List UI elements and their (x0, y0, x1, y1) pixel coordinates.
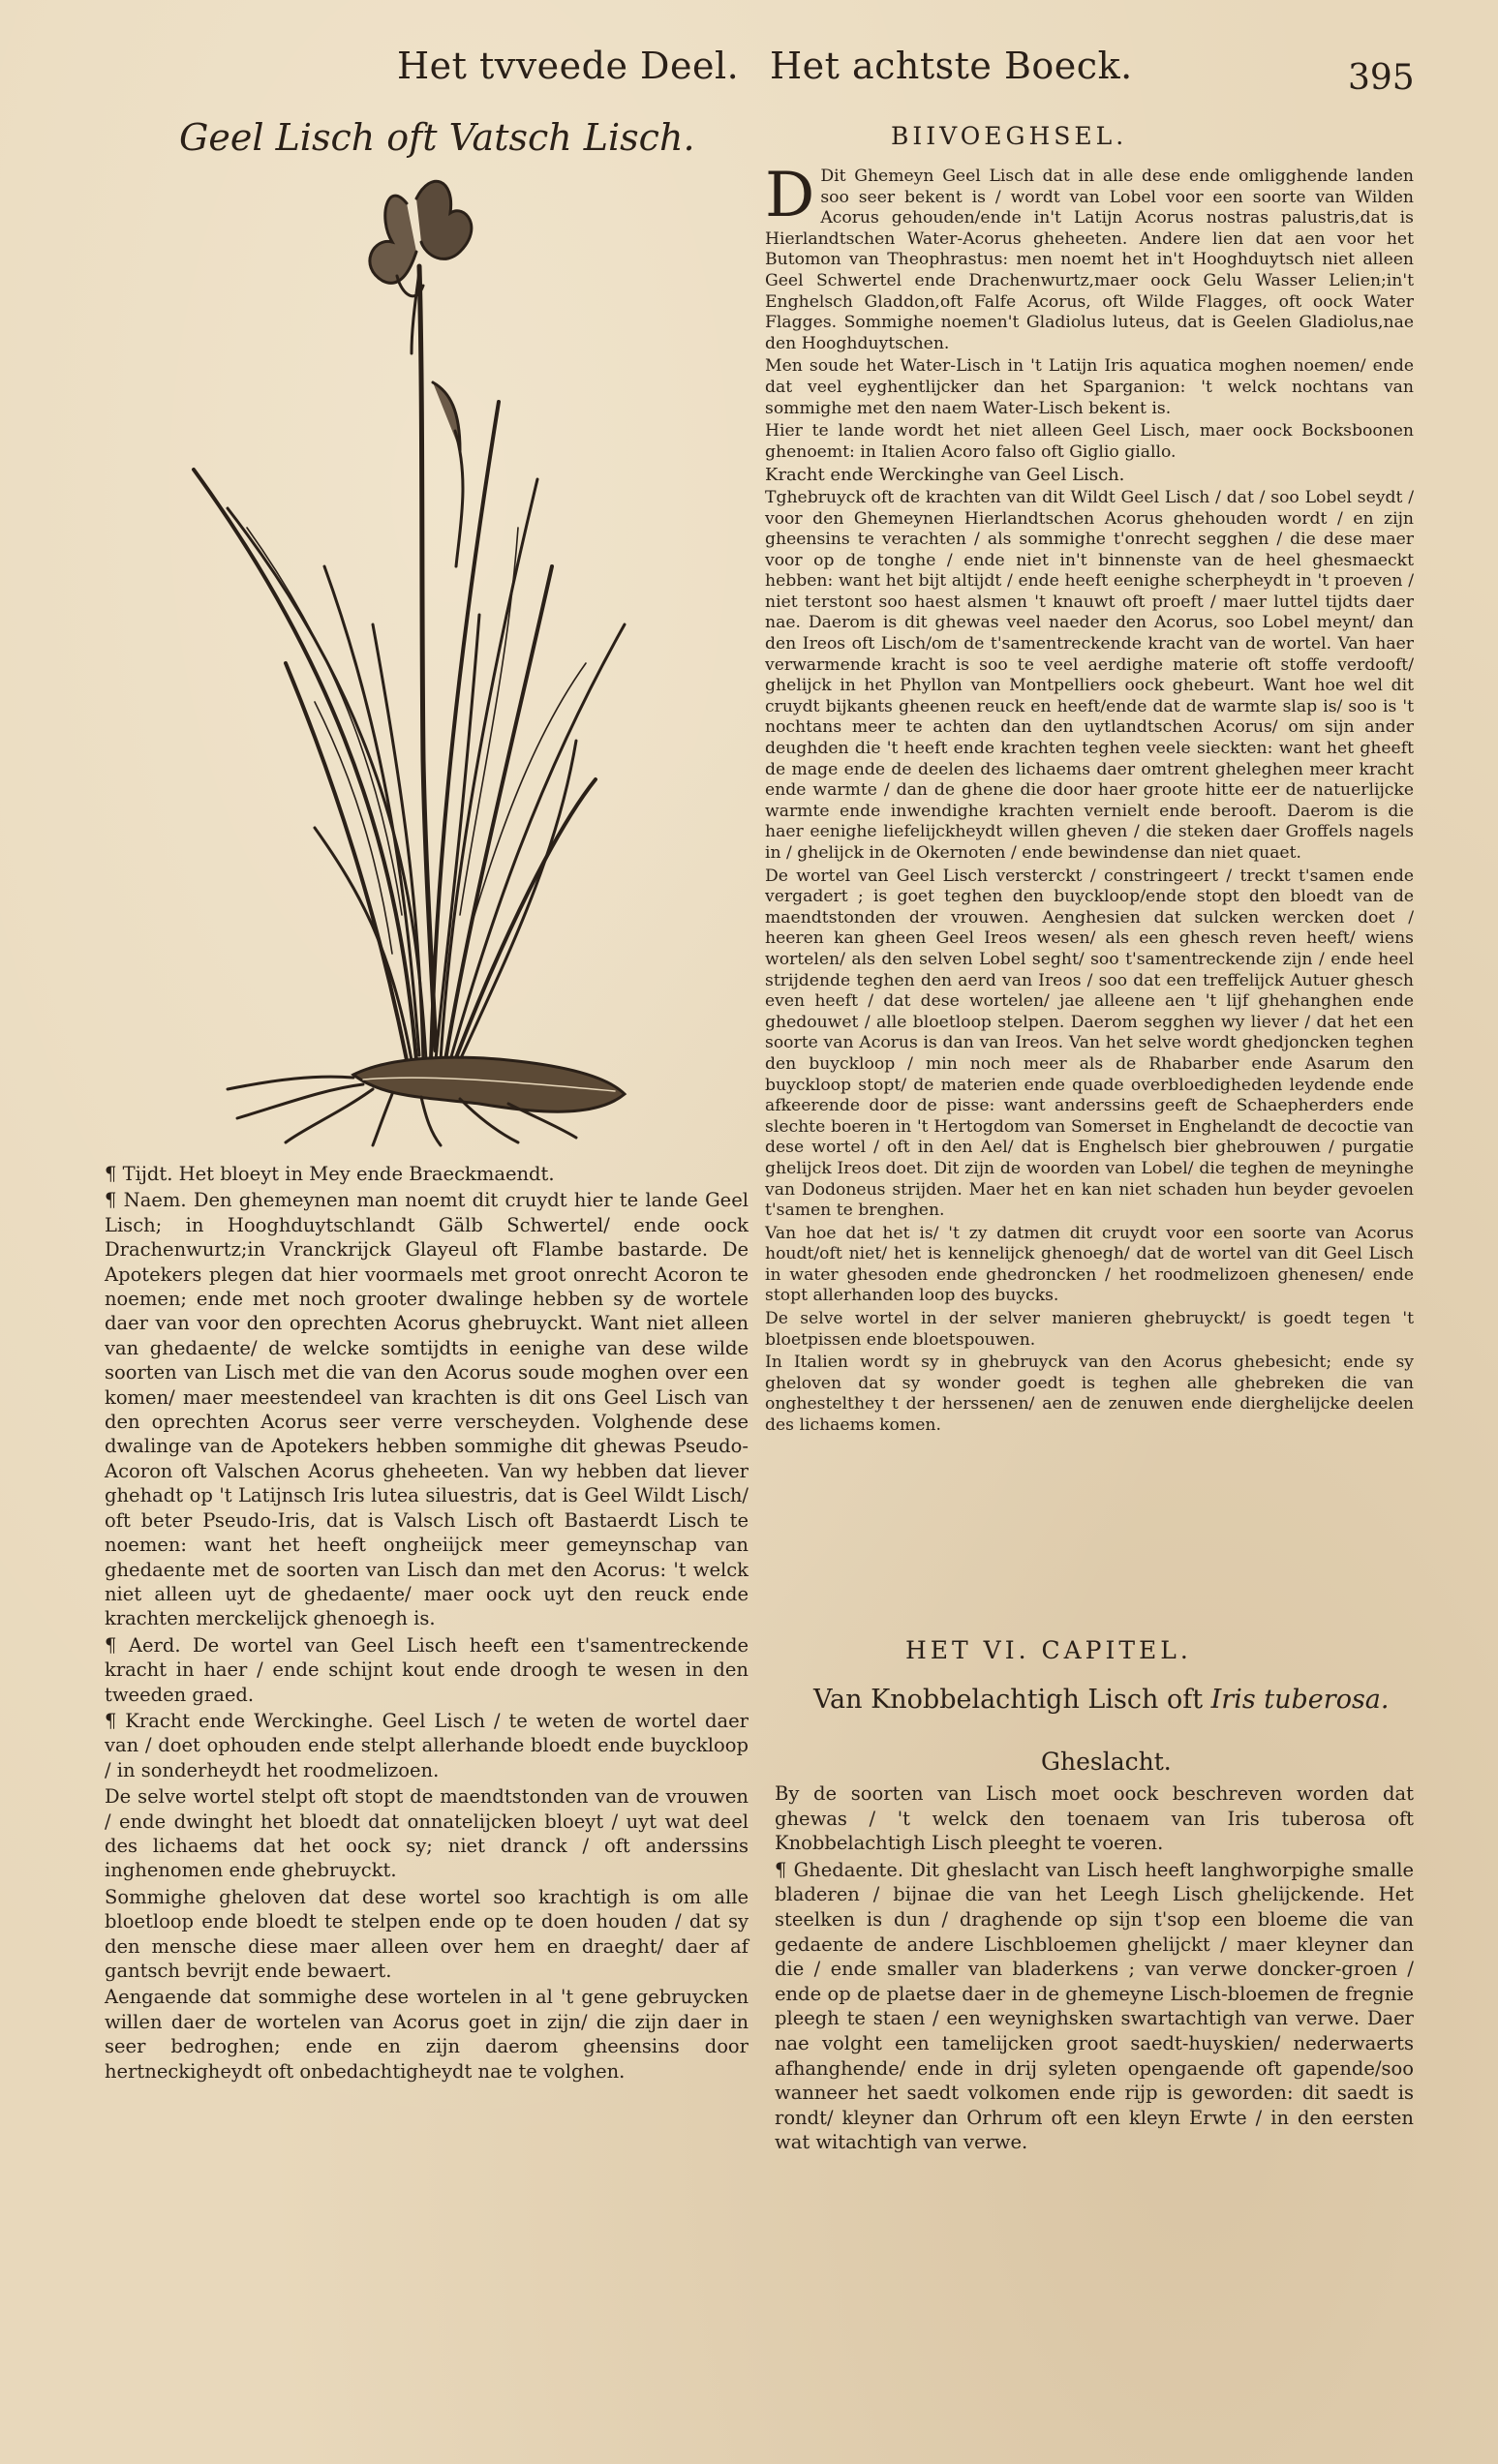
paragraph-gebruyck: Tghebruyck oft de krachten van dit Wildt Geel Lisch / dat / soo Lobel seydt / voor den Ghemeynen Hierlandtschen Acorus ghehouden wordt / en zijn gheensins te verachten / als sommighe t'onrecht segghen / die dese maer voor op de tonghe / ende niet in't binnenste van de heel ghesmaeckt hebben: want het bijt altijdt / ende heeft eenighe scherpheydt in 't proeven / niet terstont soo haest alsmen 't knauwt oft proeft / maer luttel tijdts daer nae. Daerom is dit ghewas veel naeder den Acorus, soo Lobel meynt/ dan den Ireos oft Lisch/om de t'samentreckende kracht van de wortel. Van haer verwarmende kracht is soo te veel aerdighe materie oft stoffe verdooft/ ghelijck in het Phyllon van Montpelliers oock ghebeurt. Want hoe wel dit cruydt bijkants gheenen reuck en heeft/ende dat de warmte slap is/ soo is 't nochtans meer te achten dan den uytlandtschen Acorus/ om sijn ander deughden die 't heeft ende krachten teghen veele sieckten: want het gheeft de mage ende de deelen des lichaems daer omtrent gheleghen meer kracht ende warmte / dan de ghene die door haer groote hitte eer de natuerlijcke warmte ende inwendighe krachten vernielt ende berooft. Daerom is die haer eenighe liefelijckheydt willen gheven / die steken daer Groffels nagels in / ghelijck in de Okernoten / ende bewindense dan niet quaet. (765, 487, 1414, 863)
section-heading-bijvoeghsel: BIIVOEGHSEL. (891, 122, 1128, 150)
page-number: 395 (1348, 58, 1415, 98)
inline-subheading-kracht: Kracht ende Werckinghe van Geel Lisch. (765, 465, 1125, 486)
paragraph-naem: ¶ Naem. Den ghemeynen man noemt dit cruydt hier te lande Geel Lisch; in Hooghduytschlandt Gälb Schwertel/ ende oock Drachenwurtz;in Vranckrijck Glayeul oft Flambe bastarde. De Apotekers plegen dat hier voormaels met groot onrecht Acoron te noemen; ende met noch grooter dwalinge hebben sy de wortele daer van voor den oprechten Acorus ghebruyckt. Want niet alleen van ghedaente/ de welcke somtijdts in eenighe van dese wilde soorten van Lisch met die van den Acorus soude moghen over een komen/ maer meestendeel van krachten is dit ons Geel Lisch van den oprechten Acorus seer verre verscheyden. Volghende dese dwalinge van de Apotekers hebben sommighe dit ghewas Pseudo-Acoron oft Valschen Acorus gheheeten. Van wy hebben dat liever ghehadt op 't Latijnsch Iris lutea siluestris, dat is Geel Wildt Lisch/ oft beter Pseudo-Iris, dat is Valsch Lisch oft Bastaerdt Lisch te noemen: want het heeft ongheiijck meer gemeynschap van ghedaente met de soorten van Lisch dan met den Acorus: 't welck niet alleen uyt de ghedaente/ maer oock uyt den reuck ende krachten merckelijck ghenoegh is. (105, 1189, 749, 1630)
paragraph-italien: In Italien wordt sy in ghebruyck van den Acorus ghebesicht; ende sy gheloven dat sy wonder goedt is teghen alle ghebreken die van onghestelthey t der herssenen/ aen de zenuwen ende dierghelijcke deelen des lichaems komen. (765, 1353, 1414, 1436)
illustration-title: Geel Lisch oft Vatsch Lisch. (179, 116, 695, 159)
drop-cap-d: D (765, 160, 815, 231)
running-header-right: Het achtste Boeck. (770, 45, 1133, 87)
paragraph-aengaende: Aengaende dat sommighe dese wortelen in al 't gene gebruycken willen daer de wortelen van Acorus goet in zijn/ die zijn daer in seer bedroghen; ende en zijn daerom gheensins door hertneckigheydt oft onbedachtigheydt nae te volghen. (105, 1986, 749, 2083)
left-column-text (105, 1162, 749, 2085)
right-column-chapter-text (775, 1781, 1414, 2157)
chapter-title-latin: Iris tuberosa. (1210, 1685, 1390, 1715)
paragraph-hoe-dat: Van hoe dat het is/ 't zy datmen dit cruydt voor een soorte van Acorus houdt/oft niet/ het is kennelijck ghenoegh/ dat de wortel van dit Geel Lisch in water ghesoden ende ghedroncken / het roodmelizoen ghenesen/ ende stopt allerhanden loop des buycks. (765, 1223, 1414, 1306)
chapter-title (813, 1685, 1390, 1715)
paragraph-stelpt: De selve wortel stelpt oft stopt de maendtstonden van de vrouwen / ende dwinght het bloedt dat onnatelijcken bloeyt / uyt wat deel des lichaems dat het oock sy; niet dranck / oft anderssins inghenomen ende ghebruyckt. (105, 1785, 749, 1882)
paragraph-sommighe: Sommighe gheloven dat dese wortel soo krachtigh is om alle bloetloop ende bloedt te stelpen ende op te doen houden / dat sy den mensche diese maer alleen over hem en draeght/ daer af gantsch bevrijt ende bewaert. (105, 1885, 749, 1982)
paragraph-water-lisch: Men soude het Water-Lisch in 't Latijn Iris aquatica moghen noemen/ ende dat veel eyghentlijcker dan het Sparganion: 't welck nochtans van sommighe met den naem Water-Lisch bekent is. (765, 356, 1414, 418)
chapter-heading: HET VI. CAPITEL. (905, 1636, 1192, 1664)
paragraph-tijdt: ¶ Tijdt. Het bloeyt in Mey ende Braeckmaendt. (105, 1163, 555, 1185)
right-column-text (765, 160, 1414, 1439)
paragraph-bloetpissen: De selve wortel in der selver manieren ghebruyckt/ is goedt tegen 't bloetpissen ende bloetspouwen. (765, 1309, 1414, 1350)
paragraph-ghemeyn (765, 160, 1414, 354)
subsection-heading-gheslacht: Gheslacht. (1041, 1748, 1172, 1776)
paragraph-ghedaente: ¶ Ghedaente. Dit gheslacht van Lisch heeft langhworpighe smalle bladeren / bijnae die van het Leegh Lisch ghelijckende. Het steelken is dun / draghende op sijn t'sop een bloeme die van gedaente de andere Lischbloemen ghelijckt / maer kleyner dan die / ende smaller van bladerkens ; van verwe doncker-groen / ende op de plaetse daer in de ghemeyne Lisch-bloemen de fregnie pleegh te staen / een weynighsken swartachtigh van verwe. Daer nae volght een tamelijcken groot saedt-huyskien/ nederwaerts afhanghende/ ende in drij syleten opengaende oft gapende/soo wanneer het saedt volkomen ende rijp is geworden: dit saedt is rondt/ kleyner dan Orhrum oft een kleyn Erwte / in den eersten wat witachtigh van verwe. (775, 1858, 1414, 2154)
iris-woodcut-illustration (169, 160, 712, 1147)
paragraph-soorten: By de soorten van Lisch moet oock beschreven worden dat ghewas / 't welck den toenaem van Iris tuberosa oft Knobbelachtigh Lisch pleeght te voeren. (775, 1782, 1414, 1855)
paragraph-ghemeyn-text: Dit Ghemeyn Geel Lisch dat in alle dese ende omligghende landen soo seer bekent is / wordt van Lobel voor een soorte van Wilden Acorus gehouden/ende in't Latijn Acorus nostras palustris,dat is Hierlandtschen Water-Acorus gheheeten. Andere lien dat aen voor het Butomon van Theophrastus: men noemt het in't Hooghduytsch niet alleen Geel Schwertel ende Drachenwurtz,maer oock Gelu Wasser Lelien;in't Enghelsch Gladdon,oft Falfe Acorus, oft Wilde Flagges, oft oock Water Flagges. Sommighe noemen't Gladiolus luteus, dat is Geelen Gladiolus,nae den Hooghduytschen. (765, 167, 1414, 353)
paragraph-aerd: ¶ Aerd. De wortel van Geel Lisch heeft een t'samentreckende kracht in haer / ende schijnt kout ende droogh te wesen in den tweeden graed. (105, 1633, 749, 1706)
paragraph-hier-te-lande: Hier te lande wordt het niet alleen Geel Lisch, maer oock Bocksboonen ghenoemt: in Italien Acoro falso oft Giglio giallo. (765, 421, 1414, 462)
paragraph-kracht: ¶ Kracht ende Werckinghe. Geel Lisch / te weten de wortel daer van / doet ophouden ende stelpt allerhande bloedt ende buyckloop / in sonderheydt het roodmelizoen. (105, 1709, 749, 1781)
running-header-left: Het tvveede Deel. (397, 45, 740, 87)
paragraph-wortel: De wortel van Geel Lisch versterckt / constringeert / treckt t'samen ende vergadert ; is goet teghen den buyckloop/ende stopt den bloedt van de maendtstonden der vrouwen. Aenghesien dat sulcken wercken doet / heeren kan gheen Geel Ireos wesen/ als een ghesch reven heeft/ wiens wortelen/ als den selven Lobel seght/ soo t'samentreckende zijn / ende heel strijdende teghen den aerd van Ireos / soo dat een treffelijck Autuer ghesch even heeft / dat dese wortelen/ jae alleene aen 't lijf ghehanghen ende ghedouwet / alle bloetloop stelpen. Daerom segghen wy liever / dat het een soorte van Acorus is dan van Ireos. Van het selve wordt ghedjoncken teghen den buyckloop / min noch meer als de Rhabarber ende Asarum den buyckloop stopt/ de materien ende quade overbloedigheden leydende ende afkeerende door de pisse: want anderssins geeft de Schaepherders ende slechte boeren in 't Hertogdom van Somerset in Enghelandt de decoctie van dese wortel / oft in den Ael/ dat is Enghelsch bier ghebrouwen / purgatie ghelijck Ireos doet. Dit zijn de woorden van Lobel/ die teghen de meyninghe van Dodoneus strijden. Maer het en kan niet schaden hun beyder gevoelen t'samen te brenghen. (765, 866, 1414, 1221)
chapter-title-text: Van Knobbelachtigh Lisch oft (813, 1685, 1204, 1715)
